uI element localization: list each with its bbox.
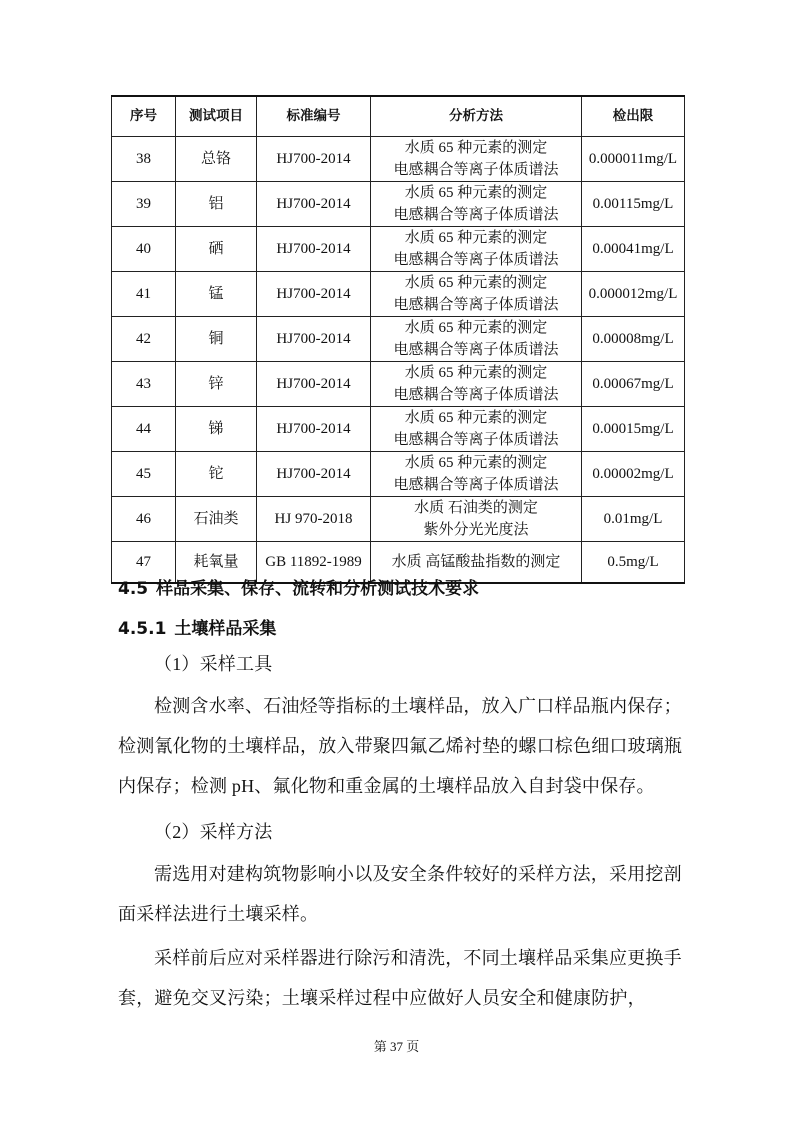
row-analysis-method xyxy=(371,496,582,541)
row-number: 42 xyxy=(112,316,176,361)
section-number: 4.5 xyxy=(118,579,149,599)
paragraph-sample-storage: 检测含水率、石油烃等指标的土壤样品，放入广口样品瓶内保存；检测氰化物的土壤样品，放入带聚四氟乙烯衬垫的螺口棕色细口玻璃瓶内保存；检测 pH、氟化物和重金属的土壤样品放入自封袋中保存。 xyxy=(118,696,683,796)
method-line-1: 水质 65 种元素的测定 xyxy=(404,184,548,201)
method-line-1: 水质 65 种元素的测定 xyxy=(404,139,548,156)
method-line-2: 电感耦合等离子体质谱法 xyxy=(393,386,559,403)
header-test-item: 测试项目 xyxy=(176,96,257,136)
row-standard-code: HJ700-2014 xyxy=(257,316,371,361)
method-line-1: 水质 65 种元素的测定 xyxy=(404,409,548,426)
row-detection-limit: 0.00115mg/L xyxy=(582,181,685,226)
row-test-item: 锌 xyxy=(176,361,257,406)
row-standard-code: HJ700-2014 xyxy=(257,181,371,226)
header-standard-code: 标准编号 xyxy=(257,96,371,136)
method-line-1: 水质 石油类的测定 xyxy=(414,499,538,516)
table-row xyxy=(112,181,685,226)
row-number: 43 xyxy=(112,361,176,406)
row-detection-limit: 0.5mg/L xyxy=(582,541,685,583)
row-detection-limit: 0.000011mg/L xyxy=(582,136,685,181)
table-row xyxy=(112,406,685,451)
row-analysis-method xyxy=(371,226,582,271)
row-number: 40 xyxy=(112,226,176,271)
row-number: 41 xyxy=(112,271,176,316)
method-line-1: 水质 65 种元素的测定 xyxy=(404,364,548,381)
row-detection-limit: 0.01mg/L xyxy=(582,496,685,541)
header-detection-limit: 检出限 xyxy=(582,96,685,136)
row-analysis-method xyxy=(371,316,582,361)
method-line-2: 紫外分光光度法 xyxy=(423,521,529,538)
paragraph-method-selection: 需选用对建构筑物影响小以及安全条件较好的采样方法，采用挖剖面采样法进行土壤采样。 xyxy=(118,864,682,924)
table-row xyxy=(112,361,685,406)
row-number: 38 xyxy=(112,136,176,181)
row-test-item: 耗氧量 xyxy=(176,541,257,583)
header-number: 序号 xyxy=(112,96,176,136)
row-number: 44 xyxy=(112,406,176,451)
row-standard-code: HJ700-2014 xyxy=(257,406,371,451)
section-title: 样品采集、保存、流转和分析测试技术要求 xyxy=(156,579,480,599)
row-detection-limit: 0.00008mg/L xyxy=(582,316,685,361)
method-line-1: 水质 65 种元素的测定 xyxy=(404,454,548,471)
method-line-1: 水质 65 种元素的测定 xyxy=(404,229,548,246)
row-detection-limit: 0.00015mg/L xyxy=(582,406,685,451)
subsection-heading xyxy=(118,614,276,639)
subsection-number: 4.5.1 xyxy=(118,619,167,639)
method-line-2: 电感耦合等离子体质谱法 xyxy=(393,251,559,268)
row-detection-limit: 0.00067mg/L xyxy=(582,361,685,406)
row-detection-limit: 0.00002mg/L xyxy=(582,451,685,496)
paragraph-sampling-method: （2）采样方法 xyxy=(154,822,273,842)
row-analysis-method xyxy=(371,406,582,451)
row-number: 45 xyxy=(112,451,176,496)
row-analysis-method xyxy=(371,181,582,226)
row-analysis-method xyxy=(371,136,582,181)
test-method-table xyxy=(111,95,685,584)
paragraph-sampling-tools: （1）采样工具 xyxy=(154,654,273,674)
row-standard-code: HJ700-2014 xyxy=(257,271,371,316)
method-line-1: 水质 高锰酸盐指数的测定 xyxy=(391,553,561,570)
method-line-2: 电感耦合等离子体质谱法 xyxy=(393,296,559,313)
table-header-row xyxy=(112,96,685,136)
row-detection-limit: 0.000012mg/L xyxy=(582,271,685,316)
table-row xyxy=(112,136,685,181)
subsection-title: 土壤样品采集 xyxy=(174,619,277,639)
method-line-2: 电感耦合等离子体质谱法 xyxy=(393,431,559,448)
row-test-item: 铝 xyxy=(176,181,257,226)
row-standard-code: HJ 970-2018 xyxy=(257,496,371,541)
row-number: 39 xyxy=(112,181,176,226)
row-test-item: 锰 xyxy=(176,271,257,316)
row-standard-code: HJ700-2014 xyxy=(257,361,371,406)
table-row xyxy=(112,316,685,361)
method-line-2: 电感耦合等离子体质谱法 xyxy=(393,161,559,178)
method-line-2: 电感耦合等离子体质谱法 xyxy=(393,206,559,223)
table-row xyxy=(112,271,685,316)
row-analysis-method xyxy=(371,361,582,406)
table-row xyxy=(112,226,685,271)
row-test-item: 硒 xyxy=(176,226,257,271)
row-test-item: 锑 xyxy=(176,406,257,451)
row-standard-code: HJ700-2014 xyxy=(257,226,371,271)
row-analysis-method xyxy=(371,451,582,496)
row-standard-code: HJ700-2014 xyxy=(257,136,371,181)
section-heading xyxy=(118,574,479,599)
row-number: 47 xyxy=(112,541,176,583)
row-detection-limit: 0.00041mg/L xyxy=(582,226,685,271)
page-number: 第 37 页 xyxy=(373,1039,420,1054)
table-row xyxy=(112,451,685,496)
method-line-1: 水质 65 种元素的测定 xyxy=(404,319,548,336)
row-test-item: 总铬 xyxy=(176,136,257,181)
row-test-item: 铜 xyxy=(176,316,257,361)
row-standard-code: HJ700-2014 xyxy=(257,451,371,496)
header-analysis-method: 分析方法 xyxy=(371,96,582,136)
row-analysis-method xyxy=(371,271,582,316)
paragraph-sampler-cleaning: 采样前后应对采样器进行除污和清洗，不同土壤样品采集应更换手套，避免交叉污染；土壤采样过程中应做好人员安全和健康防护， xyxy=(118,948,682,1008)
row-standard-code: GB 11892-1989 xyxy=(257,541,371,583)
table-row xyxy=(112,496,685,541)
row-test-item: 石油类 xyxy=(176,496,257,541)
method-line-2: 电感耦合等离子体质谱法 xyxy=(393,476,559,493)
row-number: 46 xyxy=(112,496,176,541)
row-test-item: 铊 xyxy=(176,451,257,496)
method-line-1: 水质 65 种元素的测定 xyxy=(404,274,548,291)
method-line-2: 电感耦合等离子体质谱法 xyxy=(393,341,559,358)
